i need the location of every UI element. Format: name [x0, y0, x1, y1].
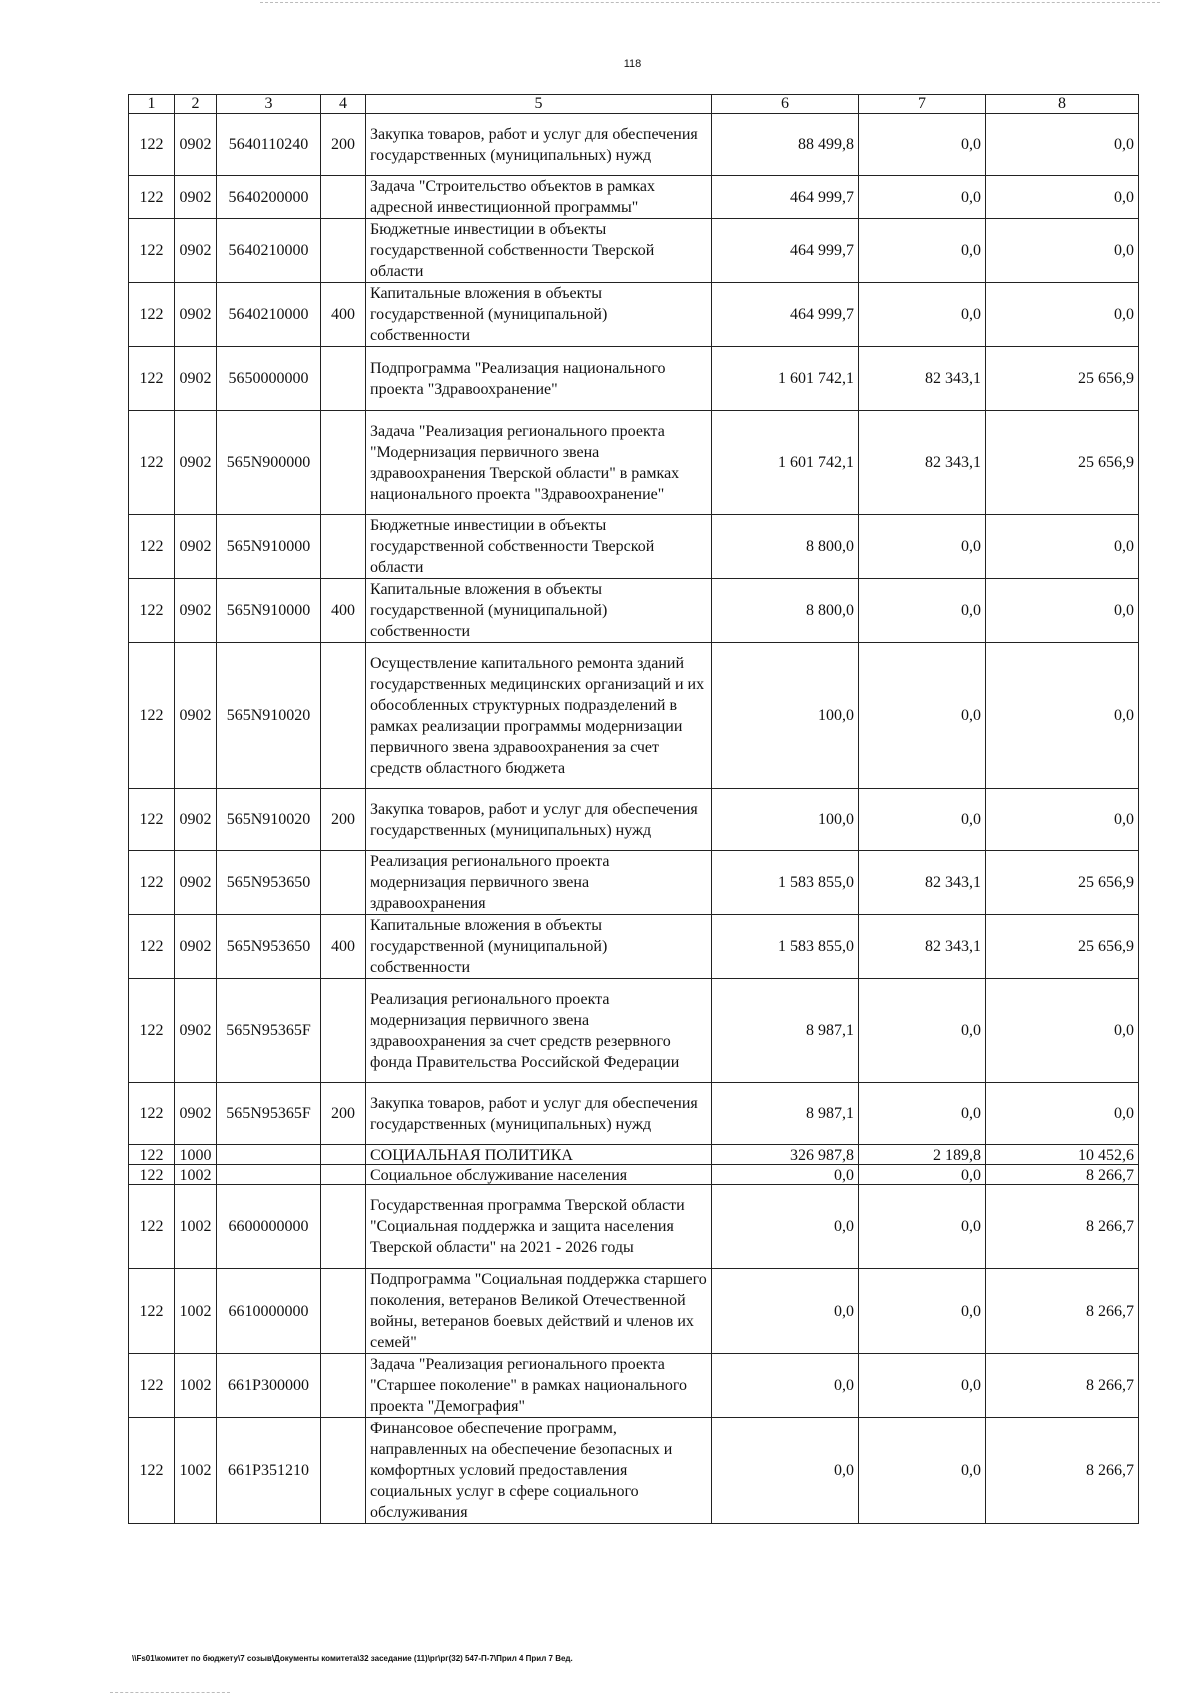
table-row: [129, 789, 1139, 851]
cell-target-article: 661P351210: [217, 1418, 321, 1524]
cell-section: 0902: [175, 515, 217, 579]
cell-amount-year2: 0,0: [859, 979, 986, 1083]
table-row: [129, 1185, 1139, 1269]
table-row: [129, 1165, 1139, 1185]
cell-target-article: 565N910000: [217, 579, 321, 643]
cell-chapter: 122: [129, 114, 175, 176]
table-row: [129, 1083, 1139, 1145]
header-cell: 2: [175, 95, 217, 114]
cell-target-article: 565N910000: [217, 515, 321, 579]
cell-amount-year1: 8 987,1: [712, 979, 859, 1083]
cell-chapter: 122: [129, 1354, 175, 1418]
cell-section: 0902: [175, 219, 217, 283]
cell-amount-year2: 0,0: [859, 219, 986, 283]
cell-chapter: 122: [129, 1185, 175, 1269]
cell-chapter: 122: [129, 411, 175, 515]
cell-chapter: 122: [129, 979, 175, 1083]
cell-expense-type: [321, 1145, 366, 1165]
cell-description: Реализация регионального проекта модернизация первичного звена здравоохранения: [366, 851, 712, 915]
cell-amount-year1: 8 800,0: [712, 579, 859, 643]
header-cell: 5: [366, 95, 712, 114]
header-row: [129, 95, 1139, 114]
table-row: [129, 411, 1139, 515]
cell-target-article: 5640110240: [217, 114, 321, 176]
cell-amount-year1: 1 583 855,0: [712, 915, 859, 979]
cell-description: Задача "Строительство объектов в рамках адресной инвестиционной программы": [366, 176, 712, 219]
cell-amount-year2: 82 343,1: [859, 411, 986, 515]
table-row: [129, 283, 1139, 347]
table-row: [129, 579, 1139, 643]
cell-expense-type: [321, 1165, 366, 1185]
cell-description: Финансовое обеспечение программ, направленных на обеспечение безопасных и комфортных условий предоставления социальных услуг в сфере социального обслуживания: [366, 1418, 712, 1524]
cell-section: 1002: [175, 1269, 217, 1354]
cell-amount-year3: 0,0: [986, 789, 1139, 851]
cell-amount-year2: 0,0: [859, 283, 986, 347]
cell-amount-year3: 0,0: [986, 979, 1139, 1083]
header-cell: 4: [321, 95, 366, 114]
cell-amount-year3: 25 656,9: [986, 915, 1139, 979]
cell-amount-year2: 0,0: [859, 1269, 986, 1354]
cell-amount-year1: 0,0: [712, 1354, 859, 1418]
cell-target-article: 5640200000: [217, 176, 321, 219]
cell-description: Закупка товаров, работ и услуг для обеспечения государственных (муниципальных) нужд: [366, 789, 712, 851]
cell-chapter: 122: [129, 515, 175, 579]
cell-amount-year1: 464 999,7: [712, 176, 859, 219]
cell-description: Реализация регионального проекта модернизация первичного звена здравоохранения за счет средств резервного фонда Правительства Российской Федерации: [366, 979, 712, 1083]
cell-expense-type: [321, 1269, 366, 1354]
cell-amount-year1: 100,0: [712, 643, 859, 789]
cell-amount-year1: 1 583 855,0: [712, 851, 859, 915]
cell-amount-year2: 0,0: [859, 1083, 986, 1145]
cell-description: Государственная программа Тверской области "Социальная поддержка и защита населения Тверской области" на 2021 - 2026 годы: [366, 1185, 712, 1269]
cell-description: Бюджетные инвестиции в объекты государственной собственности Тверской области: [366, 515, 712, 579]
cell-section: 1002: [175, 1185, 217, 1269]
cell-expense-type: [321, 347, 366, 411]
cell-amount-year1: 0,0: [712, 1165, 859, 1185]
table-row: [129, 1354, 1139, 1418]
cell-amount-year2: 0,0: [859, 1185, 986, 1269]
cell-description: Закупка товаров, работ и услуг для обеспечения государственных (муниципальных) нужд: [366, 1083, 712, 1145]
cell-amount-year3: 10 452,6: [986, 1145, 1139, 1165]
cell-chapter: 122: [129, 579, 175, 643]
table-row: [129, 176, 1139, 219]
cell-amount-year1: 0,0: [712, 1185, 859, 1269]
cell-description: Социальное обслуживание населения: [366, 1165, 712, 1185]
cell-amount-year2: 0,0: [859, 579, 986, 643]
cell-amount-year3: 0,0: [986, 643, 1139, 789]
cell-amount-year2: 0,0: [859, 176, 986, 219]
table-row: [129, 1145, 1139, 1165]
cell-chapter: 122: [129, 176, 175, 219]
cell-amount-year2: 0,0: [859, 1418, 986, 1524]
cell-expense-type: 200: [321, 114, 366, 176]
cell-target-article: 565N910020: [217, 789, 321, 851]
cell-amount-year3: 25 656,9: [986, 851, 1139, 915]
cell-description: Осуществление капитального ремонта зданий государственных медицинских организаций и их обособленных структурных подразделений в рамках реализации программы модернизации первичного звена здравоохранения за счет средств областного бюджета: [366, 643, 712, 789]
cell-description: Капитальные вложения в объекты государственной (муниципальной) собственности: [366, 579, 712, 643]
cell-amount-year2: 82 343,1: [859, 915, 986, 979]
cell-target-article: 565N953650: [217, 915, 321, 979]
cell-chapter: 122: [129, 283, 175, 347]
cell-description: Капитальные вложения в объекты государственной (муниципальной) собственности: [366, 283, 712, 347]
cell-chapter: 122: [129, 1418, 175, 1524]
table-row: [129, 979, 1139, 1083]
cell-description: Задача "Реализация регионального проекта "Старшее поколение" в рамках национального проекта "Демография": [366, 1354, 712, 1418]
page-number: 118: [623, 58, 642, 70]
cell-expense-type: 400: [321, 283, 366, 347]
cell-expense-type: [321, 643, 366, 789]
cell-amount-year3: 0,0: [986, 1083, 1139, 1145]
cell-description: Задача "Реализация регионального проекта "Модернизация первичного звена здравоохранения Тверской области" в рамках национального проекта "Здравоохранение": [366, 411, 712, 515]
cell-amount-year3: 8 266,7: [986, 1185, 1139, 1269]
cell-amount-year1: 1 601 742,1: [712, 411, 859, 515]
table-row: [129, 851, 1139, 915]
cell-target-article: 565N95365F: [217, 979, 321, 1083]
cell-section: 0902: [175, 176, 217, 219]
cell-chapter: 122: [129, 219, 175, 283]
cell-target-article: 5640210000: [217, 283, 321, 347]
header-cell: 8: [986, 95, 1139, 114]
cell-target-article: 5640210000: [217, 219, 321, 283]
cell-target-article: 565N900000: [217, 411, 321, 515]
header-cell: 1: [129, 95, 175, 114]
cell-amount-year2: 2 189,8: [859, 1145, 986, 1165]
cell-section: 0902: [175, 915, 217, 979]
cell-amount-year1: 326 987,8: [712, 1145, 859, 1165]
cell-target-article: 565N953650: [217, 851, 321, 915]
cell-chapter: 122: [129, 1145, 175, 1165]
cell-expense-type: [321, 176, 366, 219]
cell-description: СОЦИАЛЬНАЯ ПОЛИТИКА: [366, 1145, 712, 1165]
cell-amount-year3: 8 266,7: [986, 1354, 1139, 1418]
header-cell: 6: [712, 95, 859, 114]
cell-chapter: 122: [129, 915, 175, 979]
cell-expense-type: [321, 1354, 366, 1418]
cell-section: 0902: [175, 851, 217, 915]
cell-expense-type: 200: [321, 789, 366, 851]
cell-target-article: 6600000000: [217, 1185, 321, 1269]
cell-section: 0902: [175, 283, 217, 347]
cell-amount-year1: 88 499,8: [712, 114, 859, 176]
cell-amount-year2: 0,0: [859, 1165, 986, 1185]
cell-description: Закупка товаров, работ и услуг для обеспечения государственных (муниципальных) нужд: [366, 114, 712, 176]
cell-section: 0902: [175, 114, 217, 176]
cell-section: 0902: [175, 411, 217, 515]
cell-amount-year1: 0,0: [712, 1418, 859, 1524]
cell-amount-year3: 25 656,9: [986, 411, 1139, 515]
cell-amount-year1: 8 800,0: [712, 515, 859, 579]
header-cell: 3: [217, 95, 321, 114]
cell-amount-year3: 8 266,7: [986, 1269, 1139, 1354]
table-row: [129, 515, 1139, 579]
cell-expense-type: [321, 219, 366, 283]
cell-expense-type: [321, 515, 366, 579]
cell-amount-year3: 25 656,9: [986, 347, 1139, 411]
cell-chapter: 122: [129, 851, 175, 915]
cell-amount-year3: 0,0: [986, 176, 1139, 219]
cell-amount-year1: 464 999,7: [712, 283, 859, 347]
cell-section: 0902: [175, 347, 217, 411]
cell-expense-type: [321, 411, 366, 515]
cell-amount-year2: 0,0: [859, 789, 986, 851]
cell-section: 0902: [175, 579, 217, 643]
cell-target-article: 5650000000: [217, 347, 321, 411]
cell-chapter: 122: [129, 347, 175, 411]
cell-section: 0902: [175, 1083, 217, 1145]
cell-target-article: 565N95365F: [217, 1083, 321, 1145]
cell-amount-year3: 8 266,7: [986, 1418, 1139, 1524]
cell-chapter: 122: [129, 1165, 175, 1185]
cell-description: Подпрограмма "Реализация национального проекта "Здравоохранение": [366, 347, 712, 411]
table-row: [129, 1418, 1139, 1524]
cell-amount-year2: 82 343,1: [859, 851, 986, 915]
table-row: [129, 114, 1139, 176]
cell-amount-year2: 0,0: [859, 643, 986, 789]
cell-section: 1002: [175, 1165, 217, 1185]
cell-amount-year1: 8 987,1: [712, 1083, 859, 1145]
cell-amount-year2: 0,0: [859, 515, 986, 579]
cell-amount-year3: 0,0: [986, 283, 1139, 347]
cell-section: 0902: [175, 979, 217, 1083]
cell-expense-type: [321, 979, 366, 1083]
cell-amount-year1: 100,0: [712, 789, 859, 851]
table-row: [129, 347, 1139, 411]
cell-target-article: [217, 1145, 321, 1165]
cell-chapter: 122: [129, 1269, 175, 1354]
scan-artifact-top: [260, 2, 1160, 3]
cell-chapter: 122: [129, 789, 175, 851]
budget-table: [128, 94, 1139, 1524]
cell-chapter: 122: [129, 1083, 175, 1145]
scan-artifact-bottom: [110, 1692, 230, 1693]
cell-expense-type: [321, 1185, 366, 1269]
cell-amount-year2: 0,0: [859, 1354, 986, 1418]
footer-file-path: \\Fs01\комитет по бюджету\7 созыв\Документы комитета\32 заседание (11)\рг\рг(32) 547-П-7\Прил 4 Прил 7 Вед.: [132, 1654, 573, 1663]
cell-section: 0902: [175, 643, 217, 789]
cell-section: 1002: [175, 1418, 217, 1524]
table-row: [129, 1269, 1139, 1354]
header-cell: 7: [859, 95, 986, 114]
cell-target-article: 661P300000: [217, 1354, 321, 1418]
table-row: [129, 219, 1139, 283]
cell-amount-year2: 0,0: [859, 114, 986, 176]
cell-amount-year3: 0,0: [986, 515, 1139, 579]
cell-amount-year2: 82 343,1: [859, 347, 986, 411]
cell-expense-type: 400: [321, 915, 366, 979]
cell-expense-type: 200: [321, 1083, 366, 1145]
cell-chapter: 122: [129, 643, 175, 789]
cell-target-article: [217, 1165, 321, 1185]
cell-expense-type: [321, 851, 366, 915]
cell-description: Бюджетные инвестиции в объекты государственной собственности Тверской области: [366, 219, 712, 283]
table-row: [129, 643, 1139, 789]
cell-amount-year1: 1 601 742,1: [712, 347, 859, 411]
cell-amount-year1: 0,0: [712, 1269, 859, 1354]
cell-section: 0902: [175, 789, 217, 851]
cell-section: 1000: [175, 1145, 217, 1165]
cell-target-article: 6610000000: [217, 1269, 321, 1354]
cell-amount-year3: 8 266,7: [986, 1165, 1139, 1185]
cell-amount-year3: 0,0: [986, 579, 1139, 643]
cell-section: 1002: [175, 1354, 217, 1418]
cell-amount-year1: 464 999,7: [712, 219, 859, 283]
cell-expense-type: [321, 1418, 366, 1524]
cell-expense-type: 400: [321, 579, 366, 643]
cell-amount-year3: 0,0: [986, 114, 1139, 176]
cell-description: Подпрограмма "Социальная поддержка старшего поколения, ветеранов Великой Отечественной войны, ветеранов боевых действий и членов их семей": [366, 1269, 712, 1354]
cell-amount-year3: 0,0: [986, 219, 1139, 283]
cell-target-article: 565N910020: [217, 643, 321, 789]
cell-description: Капитальные вложения в объекты государственной (муниципальной) собственности: [366, 915, 712, 979]
table-row: [129, 915, 1139, 979]
